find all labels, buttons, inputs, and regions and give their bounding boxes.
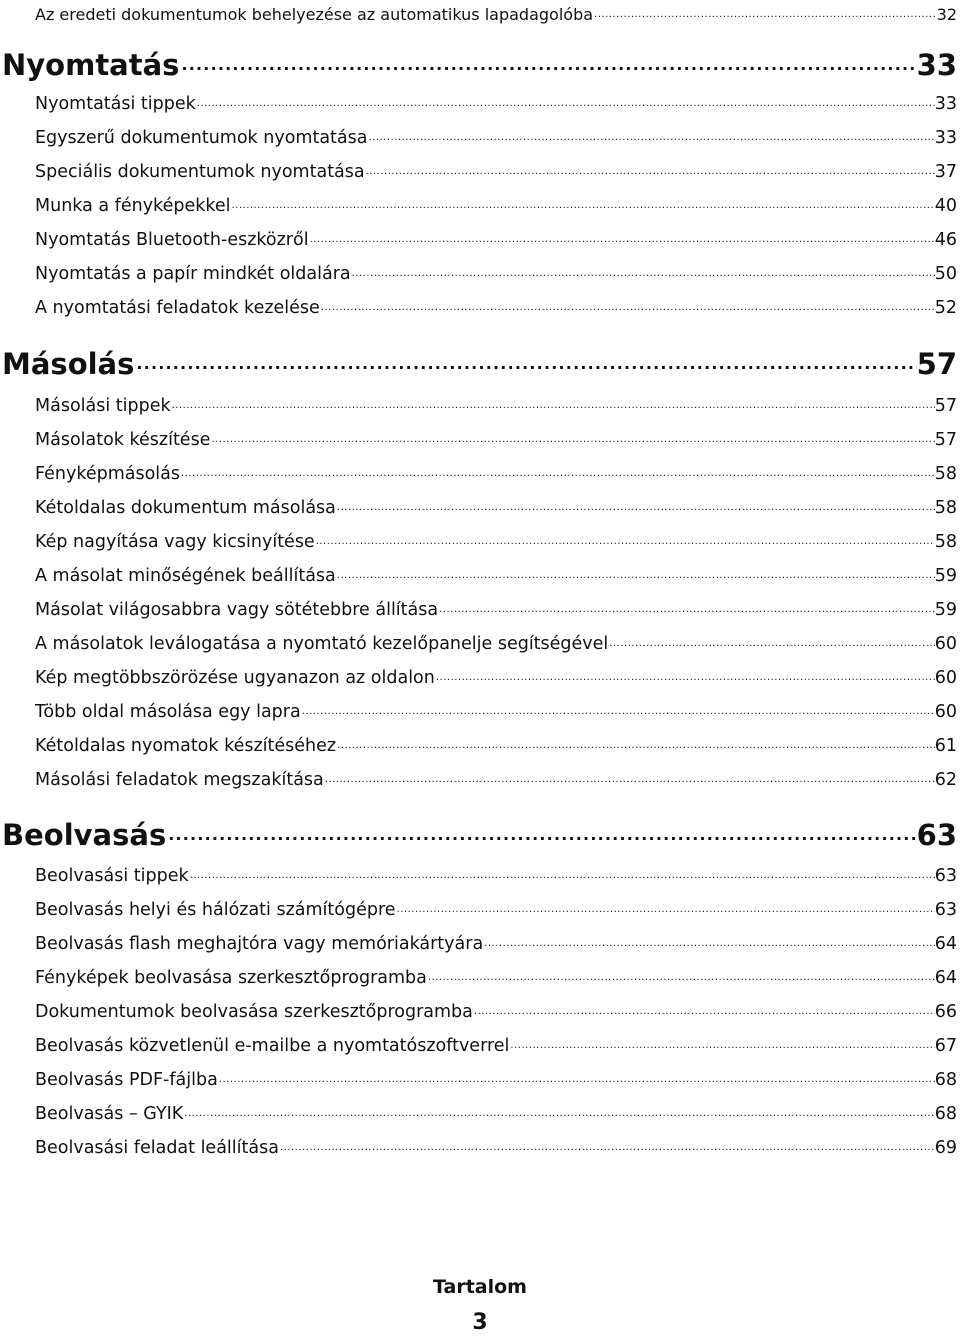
toc-entry-page: 62 xyxy=(934,770,957,790)
toc-entry[interactable] xyxy=(0,259,960,289)
toc-entry-title: Beolvasás – GYIK xyxy=(35,1104,184,1124)
dot-leader xyxy=(171,391,935,421)
toc-entry-page: 58 xyxy=(934,532,957,552)
toc-entry-title: Másolási tippek xyxy=(35,396,171,416)
toc-entry[interactable] xyxy=(0,493,960,523)
toc-entry[interactable] xyxy=(0,663,960,693)
toc-entry-title: Fényképmásolás xyxy=(35,464,181,484)
toc-entry[interactable] xyxy=(0,157,960,187)
toc-entry-page: 66 xyxy=(934,1002,957,1022)
dot-leader xyxy=(427,963,935,993)
toc-entry-page: 58 xyxy=(934,498,957,518)
toc-entry[interactable] xyxy=(0,731,960,761)
toc-entry-page: 67 xyxy=(934,1036,957,1056)
chapter-title: Beolvasás xyxy=(2,818,167,852)
toc-entry-page: 64 xyxy=(934,968,957,988)
toc-entry-page: 60 xyxy=(934,634,957,654)
toc-entry-title: Kép megtöbbszörözése ugyanazon az oldalon xyxy=(35,668,435,688)
toc-entry-title: Dokumentumok beolvasása szerkesztőprogramba xyxy=(35,1002,473,1022)
toc-entry-page: 63 xyxy=(934,900,957,920)
dot-leader xyxy=(279,1133,935,1163)
toc-entry[interactable] xyxy=(0,89,960,119)
toc-entry[interactable] xyxy=(0,1133,960,1163)
dot-leader xyxy=(336,493,935,523)
toc-entry-page: 60 xyxy=(934,702,957,722)
dot-leader xyxy=(336,561,935,591)
dot-leader xyxy=(309,225,935,255)
toc-entry-title: Beolvasás PDF-fájlba xyxy=(35,1070,218,1090)
toc-entry-title: Beolvasási tippek xyxy=(35,866,189,886)
toc-entry[interactable] xyxy=(0,0,960,30)
dot-leader xyxy=(179,45,916,85)
toc-entry[interactable] xyxy=(0,561,960,591)
toc-entry-page: 60 xyxy=(934,668,957,688)
toc-entry-title: Az eredeti dokumentumok behelyezése az automatikus lapadagolóba xyxy=(35,5,594,24)
toc-entry[interactable] xyxy=(0,595,960,625)
toc-entry-page: 64 xyxy=(934,934,957,954)
toc-entry-title: Nyomtatás a papír mindkét oldalára xyxy=(35,264,351,284)
toc-entry-title: Egyszerű dokumentumok nyomtatása xyxy=(35,128,368,148)
chapter-page: 63 xyxy=(916,818,957,852)
toc-entry-page: 68 xyxy=(934,1070,957,1090)
toc-entry-page: 52 xyxy=(934,298,957,318)
toc-entry-page: 58 xyxy=(934,464,957,484)
dot-leader xyxy=(351,259,935,289)
dot-leader xyxy=(320,293,935,323)
toc-entry[interactable] xyxy=(0,293,960,323)
dot-leader xyxy=(218,1065,935,1095)
dot-leader xyxy=(438,595,935,625)
dot-leader xyxy=(230,191,934,221)
toc-entry[interactable] xyxy=(0,1031,960,1061)
toc-entry[interactable] xyxy=(0,425,960,455)
toc-entry-page: 59 xyxy=(934,566,957,586)
chapter-page: 57 xyxy=(916,347,957,381)
toc-entry-title: Beolvasási feladat leállítása xyxy=(35,1138,279,1158)
toc-entry-page: 63 xyxy=(934,866,957,886)
toc-entry[interactable] xyxy=(0,459,960,489)
toc-entry[interactable] xyxy=(0,123,960,153)
dot-leader xyxy=(593,0,937,30)
chapter-title: Nyomtatás xyxy=(2,48,180,82)
dot-leader xyxy=(183,1099,934,1129)
toc-chapter[interactable] xyxy=(0,344,960,384)
dot-leader xyxy=(608,629,934,659)
toc-entry-title: Fényképek beolvasása szerkesztőprogramba xyxy=(35,968,427,988)
toc-entry-title: Másolat világosabbra vagy sötétebbre állítása xyxy=(35,600,439,620)
toc-entry-title: Nyomtatás Bluetooth-eszközről xyxy=(35,230,309,250)
toc-entry[interactable] xyxy=(0,391,960,421)
chapter-page: 33 xyxy=(916,48,957,82)
dot-leader xyxy=(210,425,934,455)
dot-leader xyxy=(301,697,935,727)
toc-entry-page: 69 xyxy=(934,1138,957,1158)
toc-entry[interactable] xyxy=(0,1065,960,1095)
dot-leader xyxy=(367,123,934,153)
toc-entry-page: 59 xyxy=(934,600,957,620)
toc-entry[interactable] xyxy=(0,963,960,993)
toc-entry-title: Munka a fényképekkel xyxy=(35,196,231,216)
toc-chapter[interactable] xyxy=(0,45,960,85)
toc-entry-title: Beolvasás közvetlenül e-mailbe a nyomtatószoftverrel xyxy=(35,1036,510,1056)
dot-leader xyxy=(315,527,935,557)
toc-entry-page: 68 xyxy=(934,1104,957,1124)
dot-leader xyxy=(365,157,935,187)
toc-entry-title: Speciális dokumentumok nyomtatása xyxy=(35,162,365,182)
chapter-title: Másolás xyxy=(2,347,135,381)
toc-entry-page: 46 xyxy=(934,230,957,250)
dot-leader xyxy=(324,765,935,795)
toc-entry-page: 33 xyxy=(934,94,957,114)
dot-leader xyxy=(483,929,935,959)
dot-leader xyxy=(134,344,916,384)
toc-entry[interactable] xyxy=(0,765,960,795)
toc-chapter[interactable] xyxy=(0,815,960,855)
toc-entry-page: 57 xyxy=(934,396,957,416)
toc-entry-title: Kétoldalas nyomatok készítéséhez xyxy=(35,736,337,756)
dot-leader xyxy=(336,731,935,761)
toc-entry[interactable] xyxy=(0,629,960,659)
toc-entry[interactable] xyxy=(0,895,960,925)
toc-entry[interactable] xyxy=(0,697,960,727)
toc-entry-title: Beolvasás flash meghajtóra vagy memóriakártyára xyxy=(35,934,484,954)
toc-entry-page: 61 xyxy=(934,736,957,756)
toc-entry[interactable] xyxy=(0,929,960,959)
toc-entry[interactable] xyxy=(0,225,960,255)
toc-entry-title: Kétoldalas dokumentum másolása xyxy=(35,498,336,518)
toc-entry[interactable] xyxy=(0,191,960,221)
toc-entry-title: Nyomtatási tippek xyxy=(35,94,196,114)
toc-entry-page: 37 xyxy=(934,162,957,182)
toc-entry-title: Másolási feladatok megszakítása xyxy=(35,770,324,790)
dot-leader xyxy=(509,1031,934,1061)
dot-leader xyxy=(196,89,935,119)
dot-leader xyxy=(396,895,935,925)
toc-entry-title: A másolatok leválogatása a nyomtató kezelőpanelje segítségével xyxy=(35,634,609,654)
toc-entry[interactable] xyxy=(0,997,960,1027)
toc-entry-page: 57 xyxy=(934,430,957,450)
toc-entry[interactable] xyxy=(0,527,960,557)
toc-entry-title: Kép nagyítása vagy kicsinyítése xyxy=(35,532,315,552)
toc-entry-title: Több oldal másolása egy lapra xyxy=(35,702,301,722)
dot-leader xyxy=(180,459,935,489)
page-number: 3 xyxy=(472,1310,488,1335)
toc-entry-page: 32 xyxy=(936,5,957,24)
toc-entry-page: 50 xyxy=(934,264,957,284)
toc-entry-title: Beolvasás helyi és hálózati számítógépre xyxy=(35,900,396,920)
toc-entry[interactable] xyxy=(0,1099,960,1129)
toc-entry-page: 33 xyxy=(934,128,957,148)
toc-entry-title: A másolat minőségének beállítása xyxy=(35,566,336,586)
footer-label: Tartalom xyxy=(433,1276,527,1298)
toc-entry-title: Másolatok készítése xyxy=(35,430,211,450)
dot-leader xyxy=(473,997,935,1027)
toc-entry-page: 40 xyxy=(934,196,957,216)
dot-leader xyxy=(435,663,935,693)
dot-leader xyxy=(189,861,935,891)
toc-entry-title: A nyomtatási feladatok kezelése xyxy=(35,298,320,318)
dot-leader xyxy=(166,815,916,855)
toc-entry[interactable] xyxy=(0,861,960,891)
